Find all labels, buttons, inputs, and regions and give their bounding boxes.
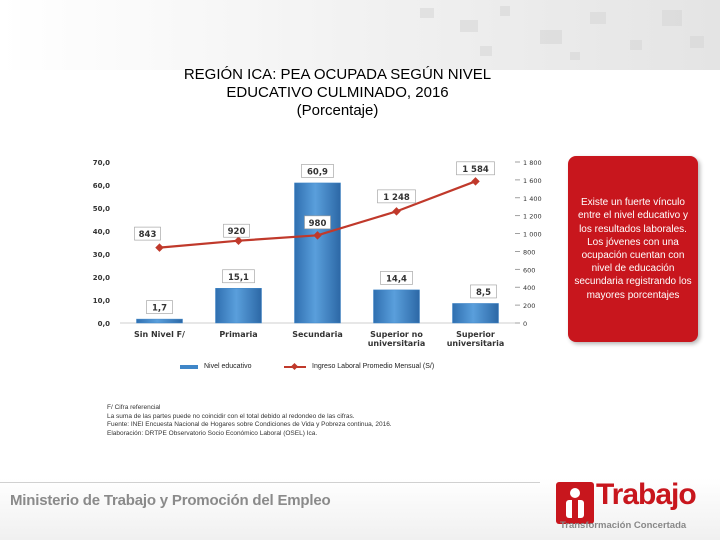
- y-right-tick-label: 0: [523, 320, 528, 328]
- legend-bar-swatch: [180, 365, 198, 369]
- line-value-label: [378, 190, 416, 203]
- legend-line-label: Ingreso Laboral Promedio Mensual (S/): [312, 363, 435, 370]
- y-left-tick-label: 0,0: [97, 320, 110, 328]
- line-point: [234, 236, 242, 244]
- line-point: [392, 207, 400, 215]
- y-right-tick-label: 1 600: [523, 176, 542, 185]
- svg-text:15,1: 15,1: [228, 272, 249, 283]
- chart: [80, 150, 560, 360]
- y-left-tick-label: 20,0: [92, 274, 110, 282]
- svg-text:60,9: 60,9: [307, 167, 328, 178]
- y-right-tick-label: 200: [523, 302, 536, 311]
- bar-value-label: [471, 285, 497, 298]
- trabajo-logo-icon: [556, 482, 594, 524]
- line-value-label: [224, 224, 250, 237]
- footnote-source: Fuente: INEI Encuesta Nacional de Hogares sobre Condiciones de Vida y Pobreza continua, 2016.: [107, 421, 392, 429]
- bar: [295, 183, 341, 323]
- y-left-tick-label: 30,0: [92, 251, 110, 259]
- legend-line-swatch: [284, 366, 306, 368]
- svg-text:843: 843: [138, 230, 157, 241]
- line-value-label: [457, 162, 495, 175]
- x-category-label: Primaria: [219, 330, 258, 339]
- bar: [137, 319, 183, 323]
- bar: [374, 290, 420, 323]
- y-right-tick-label: 400: [523, 284, 536, 293]
- y-right-tick-label: 1 200: [523, 212, 542, 221]
- note-box: [568, 156, 698, 342]
- title-line-1: REGIÓN ICA: PEA OCUPADA SEGÚN NIVEL: [183, 66, 492, 83]
- header-mosaic: [400, 0, 720, 70]
- footnote-elaboration: Elaboración: DRTPE Observatorio Socio Económico Laboral (OSEL) Ica.: [107, 429, 318, 437]
- ministry-name: Ministerio de Trabajo y Promoción del Empleo: [10, 492, 331, 509]
- bar: [216, 288, 262, 323]
- svg-text:1 584: 1 584: [462, 164, 489, 175]
- line-value-label: [135, 227, 161, 240]
- y-left-tick-label: 60,0: [92, 182, 110, 190]
- bar-value-label: [147, 301, 173, 314]
- chart-title: [160, 66, 515, 120]
- x-category-label: universitaria: [367, 339, 426, 348]
- bar-value-label: [381, 271, 413, 284]
- title-line-3: (Porcentaje): [296, 102, 379, 119]
- line-point: [471, 177, 479, 185]
- x-category-label: Superior: [456, 330, 495, 339]
- x-category-label: Secundaria: [292, 330, 343, 339]
- svg-text:1 248: 1 248: [383, 192, 410, 203]
- bar: [453, 303, 499, 323]
- line-value-label: [305, 216, 331, 229]
- footnote-rounding: La suma de las partes puede no coincidir con el total debido al redondeo de las cifras.: [107, 412, 355, 420]
- bar-value-label: [302, 164, 334, 177]
- y-left-tick-label: 10,0: [92, 297, 110, 305]
- y-left-tick-label: 40,0: [92, 228, 110, 236]
- footnotes: [107, 404, 392, 438]
- svg-text:14,4: 14,4: [386, 274, 407, 285]
- y-left-tick-label: 50,0: [92, 205, 110, 213]
- x-category-label: Superior no: [370, 330, 423, 339]
- line-point: [155, 243, 163, 251]
- svg-text:980: 980: [308, 218, 327, 229]
- logo-text: Trabajo: [596, 478, 696, 511]
- y-right-tick-label: 1 800: [523, 159, 542, 167]
- x-category-label: Sin Nivel F/: [134, 330, 185, 339]
- y-left-tick-label: 70,0: [92, 159, 110, 167]
- svg-text:1,7: 1,7: [151, 303, 168, 314]
- note-text: Existe un fuerte vínculo entre el nivel educativo y los resultados laborales. Los jóvenes con una ocupación cuentan con nivel de educación secundaria registrando los mayores porcentajes: [574, 197, 692, 301]
- footer-divider: [0, 482, 540, 483]
- footnote-referencial: F/ Cifra referencial: [107, 404, 161, 411]
- y-right-tick-label: 1 400: [523, 194, 542, 203]
- logo-subtitle: Transformación Concertada: [560, 520, 687, 531]
- trabajo-logo: [556, 478, 706, 534]
- y-right-tick-label: 800: [523, 248, 536, 257]
- y-right-tick-label: 1 000: [523, 230, 542, 239]
- title-line-2: EDUCATIVO CULMINADO, 2016: [226, 84, 449, 101]
- bar-value-label: [223, 270, 255, 283]
- legend-item-line: [284, 363, 434, 370]
- legend-bar-label: Nivel educativo: [204, 363, 252, 370]
- svg-text:8,5: 8,5: [475, 287, 492, 298]
- y-right-tick-label: 600: [523, 266, 536, 275]
- legend-item-bar: [180, 363, 251, 370]
- svg-text:920: 920: [227, 227, 246, 238]
- x-category-label: universitaria: [446, 339, 505, 348]
